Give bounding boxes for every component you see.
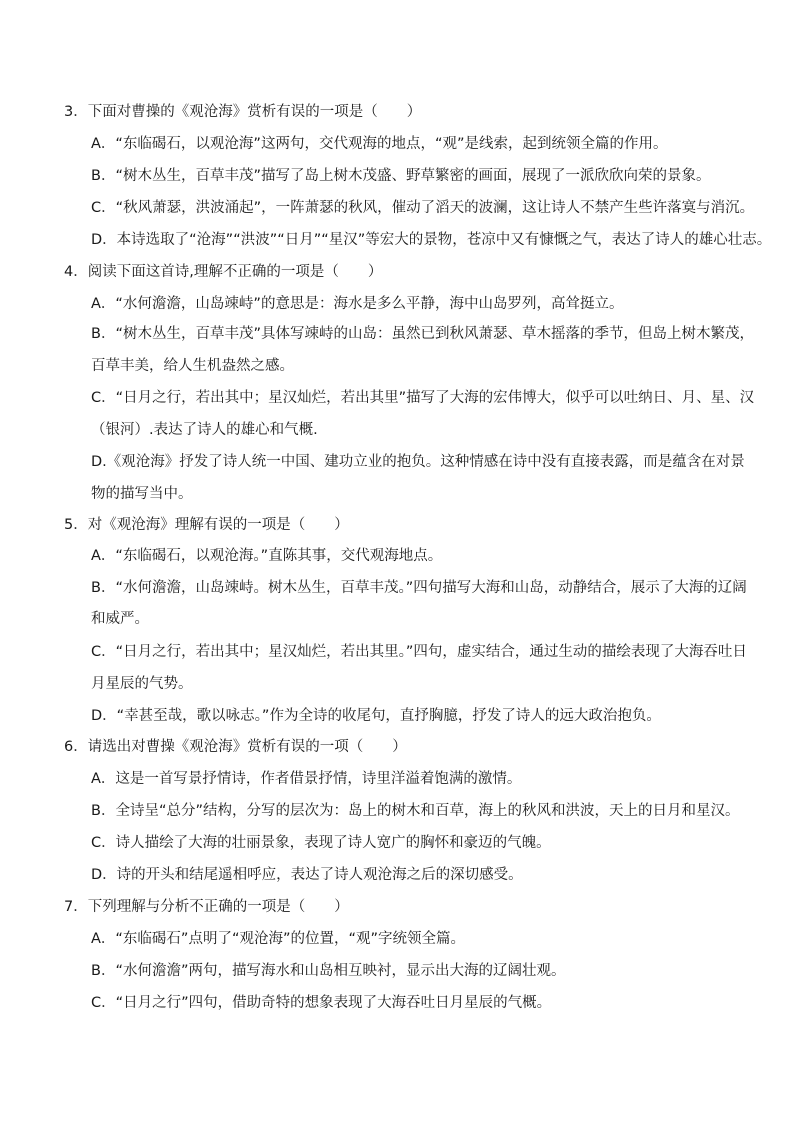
option-c-continued: （银河）.表达了诗人的雄心和气概. bbox=[91, 422, 318, 438]
option-b: B．全诗呈“总分”结构，分写的层次为：岛上的树木和百草，海上的秋风和洪波，天上的日月和星汉。 bbox=[91, 803, 740, 819]
option-b: B．“树木丛生，百草丰茂”具体写竦峙的山岛：虽然已到秋风萧瑟、草木摇落的季节，但岛上树木繁茂， bbox=[91, 326, 754, 342]
option-b-continued: 百草丰美，给人生机盎然之感。 bbox=[91, 358, 294, 374]
question-title: 7．下列理解与分析不正确的一项是（ ） bbox=[64, 899, 349, 915]
option-c: C．“日月之行，若出其中；星汉灿烂，若出其里”描写了大海的宏伟博大，似乎可以吐纳日、月、星、汉 bbox=[91, 390, 755, 406]
question-title: 6．请选出对曹操《观沧海》赏析有误的一项（ ） bbox=[64, 739, 407, 755]
option-c: C．“秋风萧瑟，洪波涌起”，一阵萧瑟的秋风，催动了滔天的波澜，这让诗人不禁产生些许落寞与消沉。 bbox=[91, 200, 755, 216]
question-title: 3．下面对曹操的《观沧海》赏析有误的一项是（ ） bbox=[64, 104, 422, 120]
question-title: 5．对《观沧海》理解有误的一项是（ ） bbox=[64, 517, 349, 533]
option-d: D．诗的开头和结尾遥相呼应，表达了诗人观沧海之后的深切感受。 bbox=[91, 867, 523, 883]
question-title: 4．阅读下面这首诗,理解不正确的一项是（ ） bbox=[64, 264, 383, 280]
option-a: A．“水何澹澹，山岛竦峙”的意思是：海水是多么平静，海中山岛罗列，高耸挺立。 bbox=[91, 296, 624, 312]
option-a: A．“东临碣石”点明了“观沧海”的位置，“观”字统领全篇。 bbox=[91, 931, 465, 947]
option-d: D.《观沧海》抒发了诗人统一中国、建功立业的抱负。这种情感在诗中没有直接表露，而是蕴含在对景 bbox=[91, 454, 745, 470]
option-b: B．“水何澹澹”两句，描写海水和山岛相互映衬，显示出大海的辽阔壮观。 bbox=[91, 963, 566, 979]
option-c-continued: 月星辰的气势。 bbox=[91, 676, 193, 692]
option-c: C．“日月之行”四句，借助奇特的想象表现了大海吞吐日月星辰的气概。 bbox=[91, 995, 552, 1011]
option-c: C．诗人描绘了大海的壮丽景象，表现了诗人宽广的胸怀和豪迈的气魄。 bbox=[91, 835, 551, 851]
option-b: B．“树木丛生，百草丰茂”描写了岛上树木茂盛、野草繁密的画面，展现了一派欣欣向荣的景象。 bbox=[91, 168, 711, 184]
option-d: D．本诗选取了“沧海”“洪波”“日月”“星汉”等宏大的景物，苍凉中又有慷慨之气，表达了诗人的雄心壮志。 bbox=[91, 232, 772, 248]
option-b-continued: 和威严。 bbox=[91, 611, 149, 627]
option-a: A．这是一首写景抒情诗，作者借景抒情，诗里洋溢着饱满的激情。 bbox=[91, 771, 522, 787]
option-d-continued: 物的描写当中。 bbox=[91, 486, 193, 502]
option-a: A．“东临碣石，以观沧海。”直陈其事，交代观海地点。 bbox=[91, 548, 443, 564]
option-c: C．“日月之行，若出其中；星汉灿烂，若出其里。”四句，虚实结合，通过生动的描绘表现了大海吞吐日 bbox=[91, 644, 747, 660]
option-d: D．“幸甚至哉，歌以咏志。”作为全诗的收尾句，直抒胸臆，抒发了诗人的远大政治抱负。 bbox=[91, 708, 661, 724]
option-b: B．“水何澹澹，山岛竦峙。树木丛生，百草丰茂。”四句描写大海和山岛，动静结合，展示了大海的辽阔 bbox=[91, 580, 747, 596]
option-a: A．“东临碣石，以观沧海”这两句，交代观海的地点，“观”是线索，起到统领全篇的作用。 bbox=[91, 136, 668, 152]
